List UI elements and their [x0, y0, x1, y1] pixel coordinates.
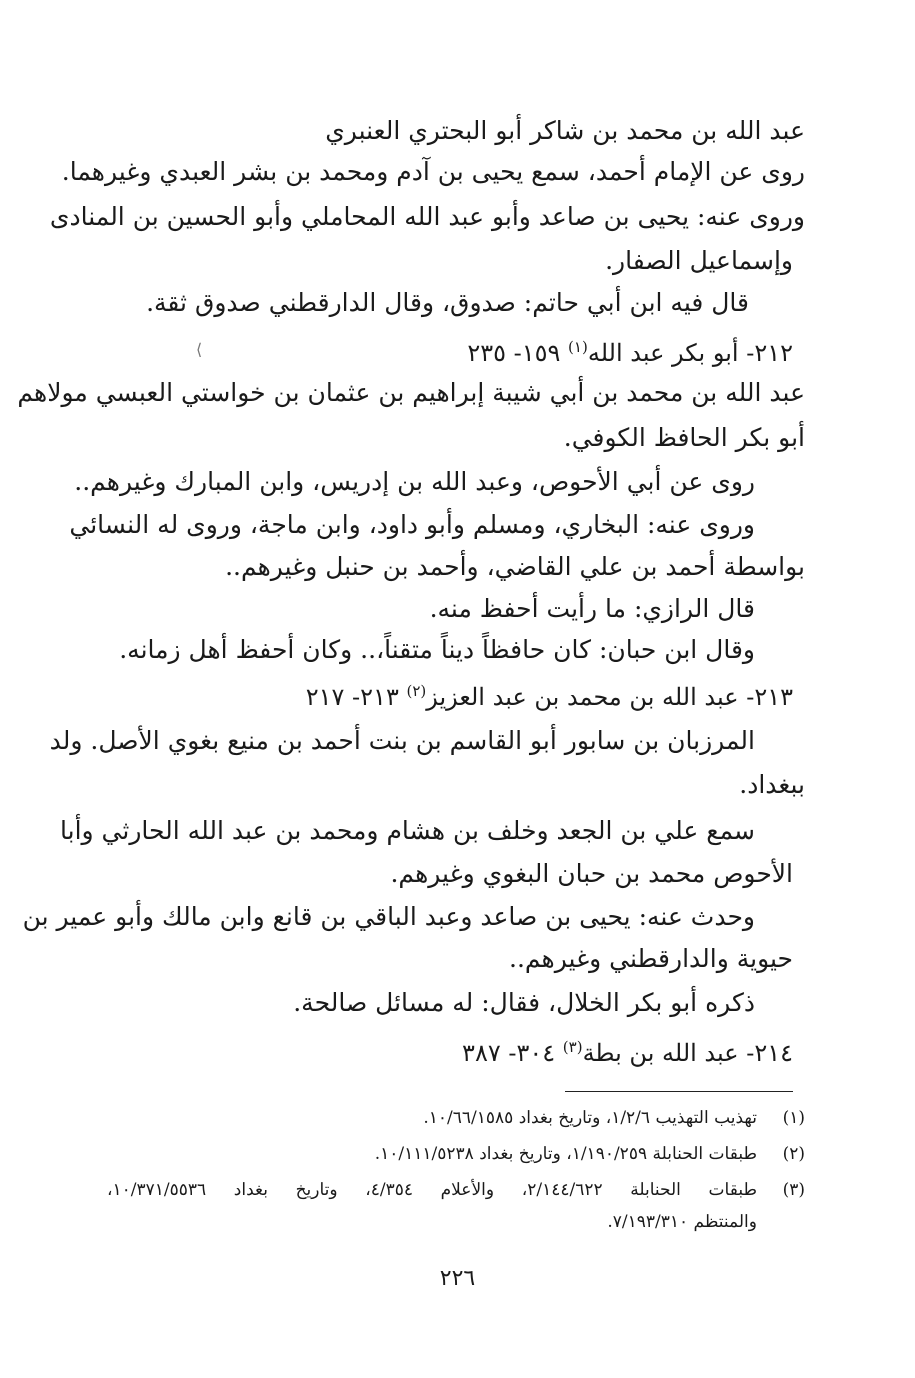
entry-214-heading — [462, 1036, 793, 1070]
entry-213-dates: ٢١٣- ٢١٧ — [305, 683, 399, 711]
entry-213-name-line-cont: ببغداد. — [739, 770, 805, 799]
entry-212-name-line-cont: أبو بكر الحافظ الكوفي. — [563, 423, 805, 452]
entry-214-title: ٢١٤- عبد الله بن بطة — [582, 1039, 793, 1067]
entry-211-narrated-by-cont: وإسماعيل الصفار. — [605, 246, 793, 275]
entry-212-name-line: عبد الله بن محمد بن أبي شيبة إبراهيم بن عثمان بن خواستي العبسي مولاهم — [17, 378, 805, 407]
entry-212-narrated-by: وروى عنه: البخاري، ومسلم وأبو داود، وابن ماجة، وروى له النسائي — [69, 510, 755, 539]
entry-213-narrated-by-cont: حيوية والدارقطني وغيرهم.. — [509, 944, 793, 973]
footnote-separator — [565, 1091, 793, 1092]
footnote-3-text: طبقات الحنابلة ٢/١٤٤/٦٢٢، والأعلام ٤/٣٥٤، وتاريخ بغداد ١٠/٣٧١/٥٥٣٦، — [107, 1180, 757, 1200]
entry-211-name-line: عبد الله بن محمد بن شاكر أبو البحتري العنبري — [325, 116, 805, 145]
entry-213-heard-from-cont: الأحوص محمد بن حبان البغوي وغيرهم. — [390, 859, 793, 888]
entry-211-grading: قال فيه ابن أبي حاتم: صدوق، وقال الدارقطني صدوق ثقة. — [146, 288, 749, 317]
entry-213-heading — [306, 680, 793, 714]
entry-212-heading — [467, 336, 793, 370]
footnote-1-number: (١) — [782, 1108, 805, 1128]
footnote-3-number: (٣) — [782, 1180, 805, 1200]
footnote-ref-1[interactable]: (١) — [568, 338, 588, 356]
entry-212-dates: ١٥٩- ٢٣٥ — [467, 339, 561, 367]
entry-211-narrated-by: وروى عنه: يحيى بن صاعد وأبو عبد الله المحاملي وأبو الحسين بن المنادى — [49, 202, 805, 231]
footnote-2-text: طبقات الحنابلة ١/١٩٠/٢٥٩، وتاريخ بغداد ١٠/١١١/٥٢٣٨. — [374, 1144, 757, 1164]
entry-212-quote-ibn-hibban: وقال ابن حبان: كان حافظاً ديناً متقناً،.. وكان أحفظ أهل زمانه. — [119, 635, 755, 664]
entry-213-heard-from: سمع علي بن الجعد وخلف بن هشام ومحمد بن عبد الله الحارثي وأبا — [60, 816, 755, 845]
footnote-ref-2[interactable]: (٢) — [406, 682, 427, 700]
footnote-1-text: تهذيب التهذيب ١/٢/٦، وتاريخ بغداد ١٠/٦٦/١٥٨٥. — [423, 1108, 757, 1128]
entry-213-title: ٢١٣- عبد الله بن محمد بن عبد العزيز — [426, 683, 793, 711]
entry-212-narrated-from: روى عن أبي الأحوص، وعبد الله بن إدريس، وابن المبارك وغيرهم.. — [74, 467, 755, 496]
entry-212-quote-razi: قال الرازي: ما رأيت أحفظ منه. — [429, 594, 755, 623]
page-number: ٢٢٦ — [439, 1266, 476, 1291]
entry-213-mention: ذكره أبو بكر الخلال، فقال: له مسائل صالحة. — [293, 988, 755, 1017]
entry-211-narrated-from: روى عن الإمام أحمد، سمع يحيى بن آدم ومحمد بن بشر العبدي وغيرهما. — [61, 157, 805, 186]
entry-212-title: ٢١٢- أبو بكر عبد الله — [587, 339, 793, 367]
entry-213-name-line: المرزبان بن سابور أبو القاسم بن بنت أحمد بن منيع بغوي الأصل. ولد — [49, 726, 755, 755]
footnote-ref-3[interactable]: (٣) — [562, 1038, 583, 1056]
entry-212-narrated-by-cont: بواسطة أحمد بن علي القاضي، وأحمد بن حنبل وغيرهم.. — [225, 552, 805, 581]
footnote-3-text-cont: والمنتظم ٧/١٩٣/٣١٠. — [607, 1212, 757, 1232]
scan-speck: ⟨ — [196, 340, 203, 359]
entry-213-narrated-by: وحدث عنه: يحيى بن صاعد وعبد الباقي بن قانع وابن مالك وأبو عمير بن — [22, 902, 755, 931]
footnote-2-number: (٢) — [782, 1144, 805, 1164]
entry-214-dates: ٣٠٤- ٣٨٧ — [462, 1039, 556, 1067]
